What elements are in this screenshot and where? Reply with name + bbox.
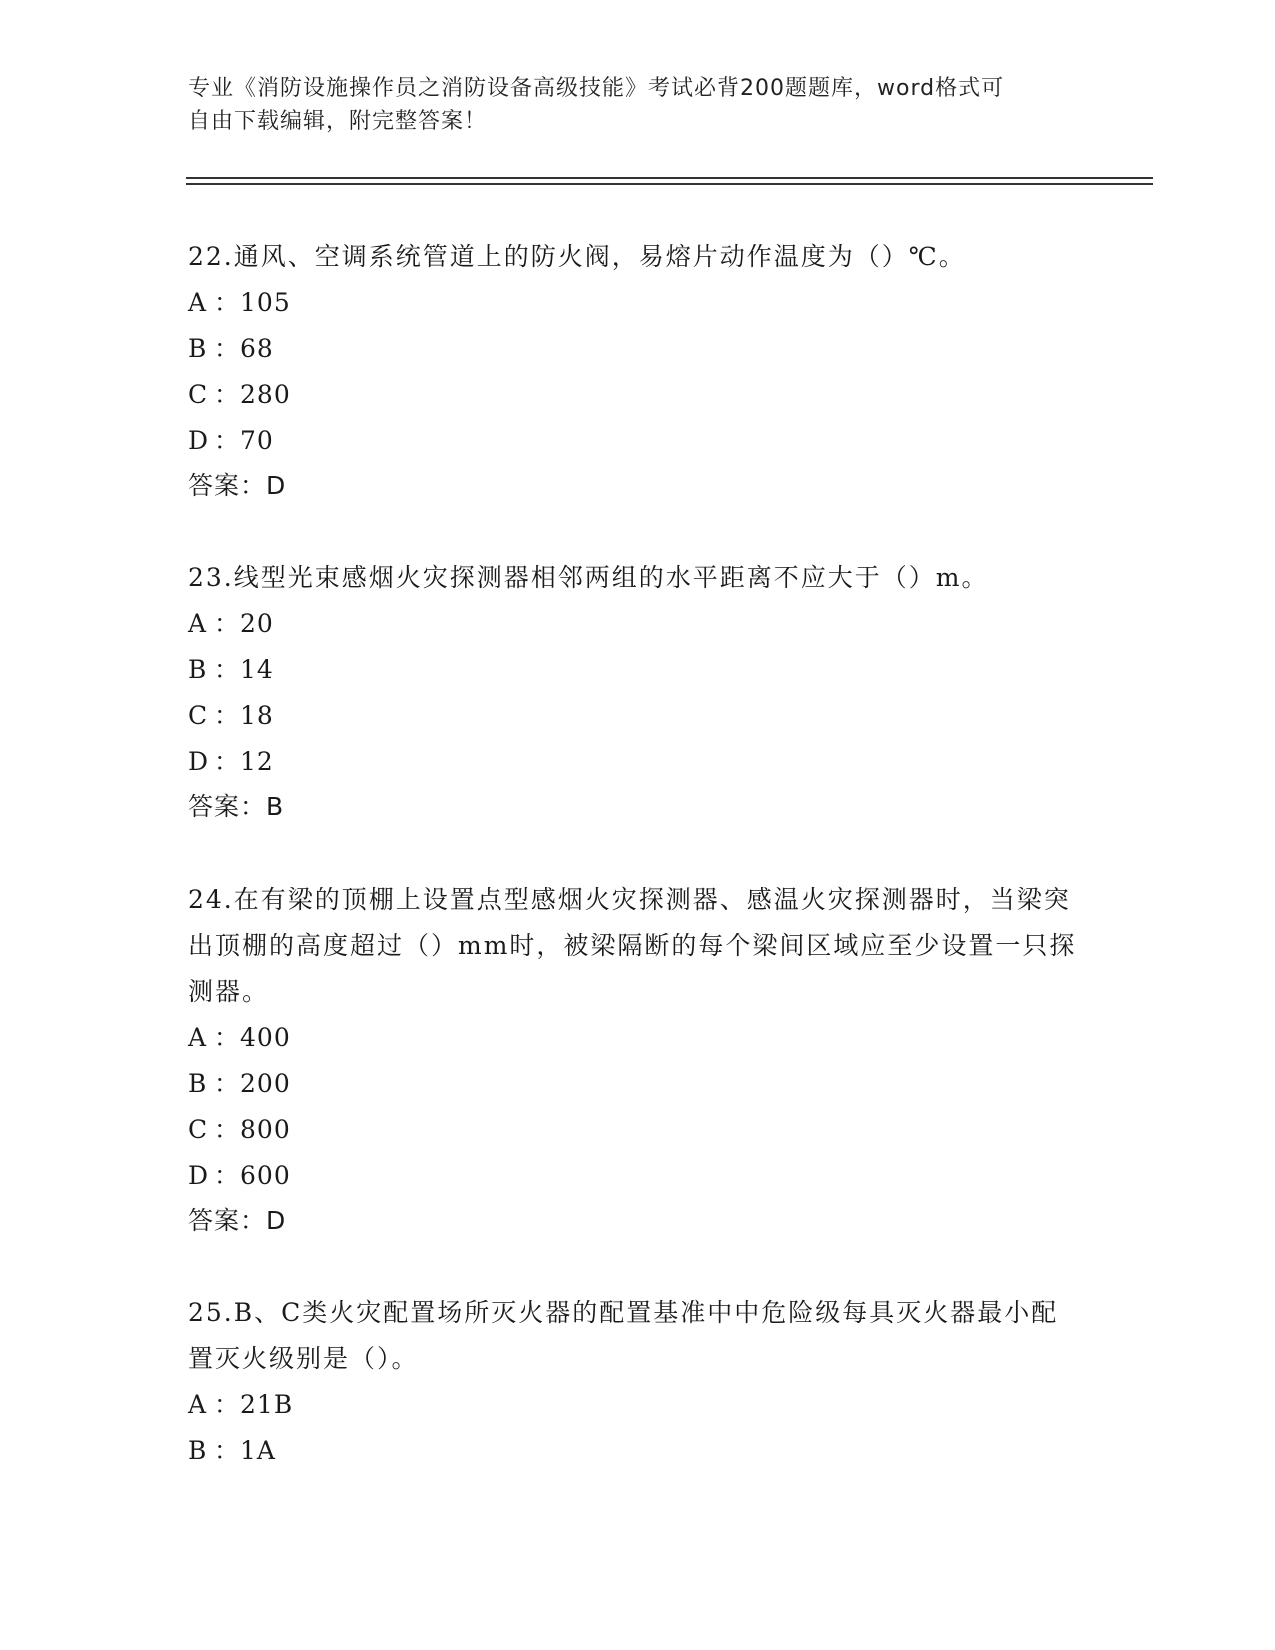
option-separator: ： (214, 1069, 241, 1098)
option-separator: ： (214, 1390, 241, 1419)
option-value: 200 (240, 1069, 291, 1098)
document-header (188, 72, 1068, 138)
answer-line (188, 464, 1078, 508)
option-key: A (188, 288, 208, 317)
option-separator: ： (214, 609, 241, 638)
header-line-2: 自由下载编辑，附完整答案！ (188, 109, 488, 134)
question-text: 25.B、C类火灾配置场所灭火器的配置基准中中危险级每具灭火器最小配置灭火级别是（）。 (188, 1298, 1059, 1373)
answer-label: 答案： (188, 471, 267, 500)
option-value: 20 (240, 609, 274, 638)
option-value: 12 (240, 747, 274, 776)
question-23 (188, 555, 1078, 829)
option-value: 400 (240, 1023, 291, 1052)
option-value: 105 (240, 288, 291, 317)
option-separator: ： (214, 1023, 241, 1052)
option-value: 18 (240, 701, 274, 730)
option-b (188, 647, 1078, 693)
option-separator: ： (214, 426, 241, 455)
question-text: 22.通风、空调系统管道上的防火阀，易熔片动作温度为（）℃。 (188, 242, 966, 271)
option-separator: ： (214, 1115, 241, 1144)
option-a (188, 601, 1078, 647)
option-key: C (188, 701, 209, 730)
option-key: A (188, 609, 208, 638)
option-separator: ： (214, 747, 241, 776)
option-separator: ： (214, 701, 241, 730)
option-separator: ： (214, 1436, 241, 1465)
option-key: B (188, 655, 208, 684)
option-d (188, 418, 1078, 464)
answer-value: D (266, 1206, 287, 1235)
option-value: 68 (240, 334, 274, 363)
option-key: D (188, 747, 210, 776)
question-text: 24.在有梁的顶棚上设置点型感烟火灾探测器、感温火灾探测器时，当梁突出顶棚的高度超过（）mm时，被梁隔断的每个梁间区域应至少设置一只探测器。 (188, 885, 1077, 1006)
question-25 (188, 1290, 1078, 1474)
question-text: 23.线型光束感烟火灾探测器相邻两组的水平距离不应大于（）m。 (188, 563, 989, 592)
header-divider-bottom (186, 183, 1153, 185)
option-c (188, 372, 1078, 418)
option-separator: ： (214, 334, 241, 363)
option-key: A (188, 1390, 208, 1419)
option-key: C (188, 1115, 209, 1144)
option-a (188, 1382, 1078, 1428)
option-b (188, 1428, 1078, 1474)
option-key: B (188, 334, 208, 363)
option-value: 1A (240, 1436, 276, 1465)
question-24 (188, 877, 1078, 1243)
option-value: 280 (240, 380, 291, 409)
option-separator: ： (214, 380, 241, 409)
option-separator: ： (214, 288, 241, 317)
option-separator: ： (214, 1161, 241, 1190)
answer-label: 答案： (188, 792, 267, 821)
option-value: 800 (240, 1115, 291, 1144)
answer-value: D (266, 471, 287, 500)
answer-label: 答案： (188, 1206, 267, 1235)
option-value: 600 (240, 1161, 291, 1190)
option-value: 14 (240, 655, 274, 684)
option-key: A (188, 1023, 208, 1052)
option-value: 70 (240, 426, 274, 455)
option-c (188, 693, 1078, 739)
option-key: D (188, 1161, 210, 1190)
answer-value: B (266, 792, 285, 821)
header-line-1: 专业《消防设施操作员之消防设备高级技能》考试必背200题题库，word格式可 (188, 76, 1005, 101)
option-b (188, 326, 1078, 372)
option-c (188, 1107, 1078, 1153)
answer-line (188, 1199, 1078, 1243)
option-d (188, 1153, 1078, 1199)
header-divider-top (186, 177, 1153, 179)
option-key: B (188, 1436, 208, 1465)
option-b (188, 1061, 1078, 1107)
question-22 (188, 234, 1078, 508)
option-separator: ： (214, 655, 241, 684)
option-key: C (188, 380, 209, 409)
option-a (188, 280, 1078, 326)
answer-line (188, 785, 1078, 829)
option-a (188, 1015, 1078, 1061)
option-d (188, 739, 1078, 785)
option-value: 21B (240, 1390, 294, 1419)
option-key: B (188, 1069, 208, 1098)
option-key: D (188, 426, 210, 455)
